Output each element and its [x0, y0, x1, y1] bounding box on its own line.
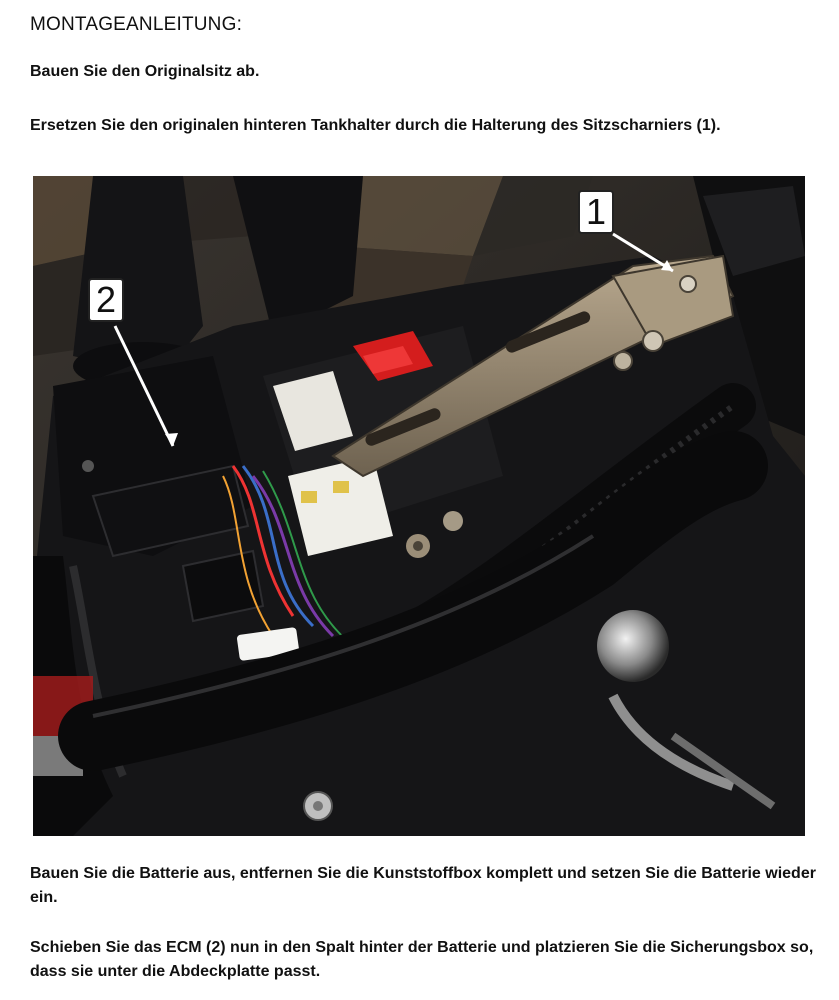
step-remove-seat: Bauen Sie den Originalsitz ab.	[30, 63, 260, 80]
installation-photo	[33, 176, 805, 836]
step-battery-box: Bauen Sie die Batterie aus, entfernen Sie die Kunststoffbox komplett und setzen Sie die Batterie wieder ein.	[30, 865, 816, 906]
photo-illustration	[33, 176, 805, 836]
callout-label-1: 1	[578, 190, 614, 234]
callout-label-2: 2	[88, 278, 124, 322]
step-replace-tank-holder: Ersetzen Sie den originalen hinteren Tankhalter durch die Halterung des Sitzscharniers (1).	[30, 117, 721, 134]
step-ecm-placement: Schieben Sie das ECM (2) nun in den Spalt hinter der Batterie und platzieren Sie die Sicherungsbox so, dass sie unter die Abdeckplatte passt.	[30, 939, 814, 980]
page-title: MONTAGEANLEITUNG:	[30, 14, 243, 35]
chrome-knob	[597, 610, 669, 682]
